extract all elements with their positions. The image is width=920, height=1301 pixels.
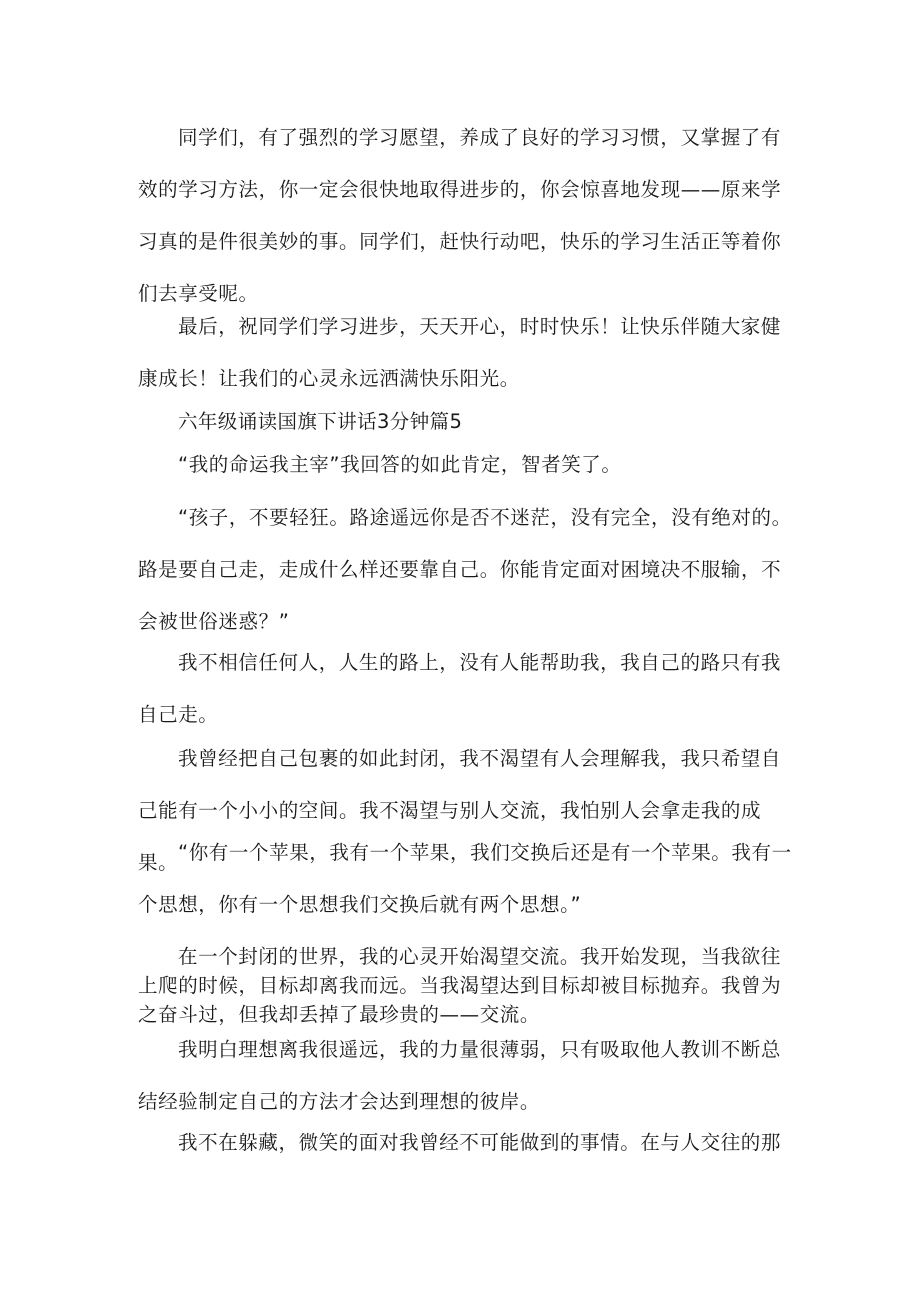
paragraph-longing-for-exchange: 在一个封闭的世界，我的心灵开始渴望交流。我开始发现，当我欲往上爬的时候，目标却离我而远。当我渴望达到目标却被目标抛弃。我曾为之奋斗过，但我却丢掉了最珍贵的——交流。 [138, 945, 782, 1026]
paragraph-trust-no-one: 我不相信任何人，人生的路上，没有人能帮助我，我自己的路只有我自己走。 [138, 651, 782, 726]
paragraph-closing-wishes: 最后，祝同学们学习进步，天天开心，时时快乐！让快乐伴随大家健康成长！让我们的心灵永远洒满快乐阳光。 [138, 315, 782, 390]
paragraph-closed-off: 我曾经把自己包裹的如此封闭，我不渴望有人会理解我，我只希望自己能有一个小小的空间。我不渴望与别人交流，我怕别人会拿走我的成果。 [138, 747, 782, 874]
paragraph-wise-man-reply: “孩子，不要轻狂。路途遥远你是否不迷茫，没有完全，没有绝对的。路是要自己走，走成什么样还要靠自己。你能肯定面对困境决不服输，不会被世俗迷惑？” [138, 506, 792, 633]
paragraph-destiny: “我的命运我主宰”我回答的如此肯定，智者笑了。 [178, 453, 622, 476]
paragraph-ideals: 我明白理想离我很遥远，我的力量很薄弱，只有吸取他人教训不断总结经验制定自己的方法才会达到理想的彼岸。 [138, 1038, 782, 1113]
paragraph-apple-quote: “你有一个苹果，我有一个苹果，我们交换后还是有一个苹果。我有一个思想，你有一个思想我们交换后就有两个思想。” [138, 841, 792, 916]
section-heading: 六年级诵读国旗下讲话3分钟篇5 [178, 410, 463, 433]
paragraph-no-more-hiding: 我不在躲藏，微笑的面对我曾经不可能做到的事情。在与人交往的那 [178, 1131, 782, 1154]
paragraph-study-encouragement: 同学们，有了强烈的学习愿望，养成了良好的学习习惯，又掌握了有效的学习方法，你一定会很快地取得进步的，你会惊喜地发现——原来学习真的是件很美妙的事。同学们，赶快行动吧，快乐的学习生活正等着你们去享受呢。 [138, 126, 782, 305]
